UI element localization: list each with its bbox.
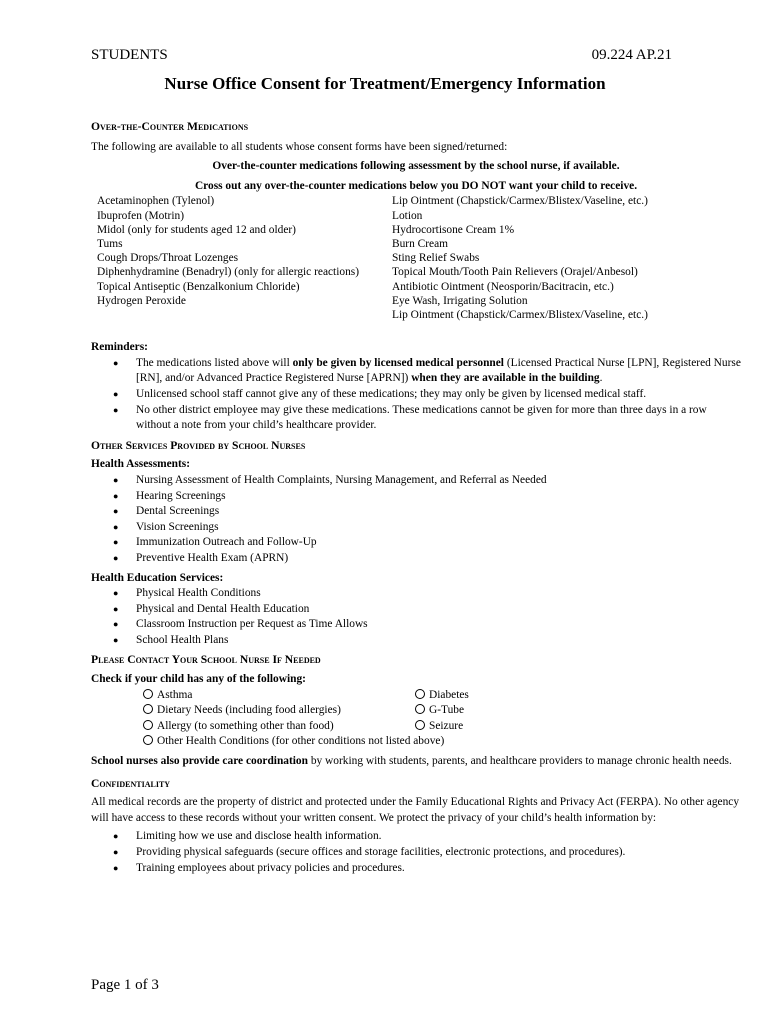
medication-list-right: [392, 194, 732, 322]
medication-item: Topical Mouth/Tooth Pain Relievers (Orajel/Anbesol): [392, 266, 638, 279]
health-assessments-list: [91, 473, 741, 567]
otc-heading: Over-the-Counter Medications: [91, 120, 249, 133]
confidentiality-text: All medical records are the property of district and protected under the Family Educational Rights and Privacy Act (FERPA). No other agency will have access to these records without your written consent. We protect the privacy of your child’s health information by:: [91, 796, 740, 824]
medication-item: Burn Cream: [392, 237, 448, 250]
health-education-list: [91, 586, 741, 648]
reminders-list: [91, 356, 741, 434]
reminders-heading: Reminders:: [91, 341, 148, 354]
condition-label: Other Health Conditions (for other conditions not listed above): [157, 735, 445, 748]
radio-circle-icon[interactable]: [143, 689, 153, 699]
medication-item: Lip Ointment (Chapstick/Carmex/Blistex/Vaseline, etc.): [392, 309, 648, 321]
list-item: ● Vision Screenings: [113, 520, 741, 536]
reminder-text: (Licensed Practical Nurse [LPN], Registered Nurse [RN], and/or Advanced Practice Registered Nurse [APRN]): [136, 356, 741, 385]
document-body: [91, 119, 741, 876]
confidentiality-heading: Confidentiality: [91, 776, 171, 790]
page-title: Nurse Office Consent for Treatment/Emergency Information: [164, 74, 606, 93]
contact-nurse-heading: Please Contact Your School Nurse If Needed: [91, 653, 321, 667]
medication-item: Ibuprofen (Motrin): [97, 209, 184, 222]
condition-label: Diabetes: [429, 688, 469, 701]
check-conditions-heading: Check if your child has any of the following:: [91, 673, 306, 686]
list-item: ● Hearing Screenings: [113, 489, 741, 505]
privacy-measures-list: [91, 829, 741, 876]
list-item: ● Training employees about privacy policies and procedures.: [113, 861, 741, 877]
medication-item: Midol (only for students aged 12 and older): [97, 223, 296, 236]
medication-item: Lip Ointment (Chapstick/Carmex/Blistex/Vaseline, etc.): [392, 195, 648, 208]
medication-item: Topical Antiseptic (Benzalkonium Chloride): [97, 280, 300, 293]
condition-option-dietary[interactable]: [143, 703, 415, 719]
radio-circle-icon[interactable]: [143, 735, 153, 745]
otc-crossout-note: Cross out any over-the-counter medications below you DO NOT want your child to receive.: [194, 179, 638, 192]
otc-assessment-note: Over-the-counter medications following assessment by the school nurse, if available.: [212, 160, 620, 173]
medication-item: Eye Wash, Irrigating Solution: [392, 294, 528, 307]
medication-item: Tums: [97, 237, 123, 250]
medication-columns: [97, 194, 741, 322]
list-item: ● School Health Plans: [113, 633, 741, 649]
condition-option-asthma[interactable]: [143, 688, 415, 704]
health-assessments-heading: Health Assessments:: [91, 458, 191, 471]
condition-option-diabetes[interactable]: [415, 688, 615, 704]
condition-label: Seizure: [429, 719, 464, 732]
medication-item: Sting Relief Swabs: [392, 252, 480, 265]
care-coordination-emphasis: School nurses also provide care coordination: [91, 755, 308, 768]
header-policy-number: 09.224 AP.21: [591, 47, 672, 63]
page-number: Page 1 of 3: [91, 977, 159, 993]
care-coordination-note: [91, 754, 741, 770]
reminder-item: ● Unlicensed school staff cannot give any of these medications; they may only be given by licensed medical staff.: [113, 387, 741, 403]
condition-label: G-Tube: [429, 704, 465, 717]
condition-option-other[interactable]: [143, 734, 615, 750]
list-item: ● Dental Screenings: [113, 504, 741, 520]
reminder-item: [113, 356, 741, 387]
medication-item: Acetaminophen (Tylenol): [97, 195, 215, 208]
reminder-text: The medications listed above will: [136, 356, 293, 369]
medication-item: Antibiotic Ointment (Neosporin/Bacitracin, etc.): [392, 280, 614, 293]
condition-option-allergy[interactable]: [143, 719, 415, 735]
condition-label: Asthma: [157, 688, 193, 701]
header-section-label: STUDENTS: [91, 47, 168, 63]
radio-circle-icon[interactable]: [415, 720, 425, 730]
list-item: ● Physical Health Conditions: [113, 586, 741, 602]
care-coordination-text: by working with students, parents, and healthcare providers to manage chronic health needs.: [307, 755, 732, 768]
condition-label: Allergy (to something other than food): [157, 719, 334, 732]
radio-circle-icon[interactable]: [143, 704, 153, 714]
radio-circle-icon[interactable]: [415, 704, 425, 714]
reminder-emphasis: when they are available in the building: [411, 372, 600, 385]
health-education-heading: Health Education Services:: [91, 571, 224, 584]
conditions-checklist: [143, 688, 741, 750]
radio-circle-icon[interactable]: [143, 720, 153, 730]
radio-circle-icon[interactable]: [415, 689, 425, 699]
other-services-heading: Other Services Provided by School Nurses: [91, 438, 306, 452]
medication-item: Lotion: [392, 209, 423, 222]
reminder-text: .: [599, 372, 603, 385]
list-item: ● Preventive Health Exam (APRN): [113, 551, 741, 567]
list-item: ● Physical and Dental Health Education: [113, 602, 741, 618]
medication-item: Hydrogen Peroxide: [97, 294, 186, 307]
medication-item: Hydrocortisone Cream 1%: [392, 223, 515, 236]
list-item: ● Nursing Assessment of Health Complaints, Nursing Management, and Referral as Needed: [113, 473, 741, 489]
medication-list-left: [97, 194, 392, 322]
condition-label: Dietary Needs (including food allergies): [157, 704, 341, 717]
medication-item: Cough Drops/Throat Lozenges: [97, 252, 239, 265]
medication-item: Diphenhydramine (Benadryl) (only for allergic reactions): [97, 266, 359, 279]
otc-intro: The following are available to all students whose consent forms have been signed/returned:: [91, 140, 508, 153]
reminder-item: ● No other district employee may give these medications. These medications cannot be given for more than three days in a row without a note from your child’s healthcare provider.: [113, 403, 741, 434]
list-item: ● Limiting how we use and disclose health information.: [113, 829, 741, 845]
reminder-emphasis: only be given by licensed medical personnel: [292, 356, 504, 369]
list-item: ● Immunization Outreach and Follow-Up: [113, 535, 741, 551]
condition-option-seizure[interactable]: [415, 719, 615, 735]
list-item: ● Providing physical safeguards (secure offices and storage facilities, electronic protections, and procedures).: [113, 845, 741, 861]
list-item: ● Classroom Instruction per Request as Time Allows: [113, 617, 741, 633]
condition-option-gtube[interactable]: [415, 703, 615, 719]
